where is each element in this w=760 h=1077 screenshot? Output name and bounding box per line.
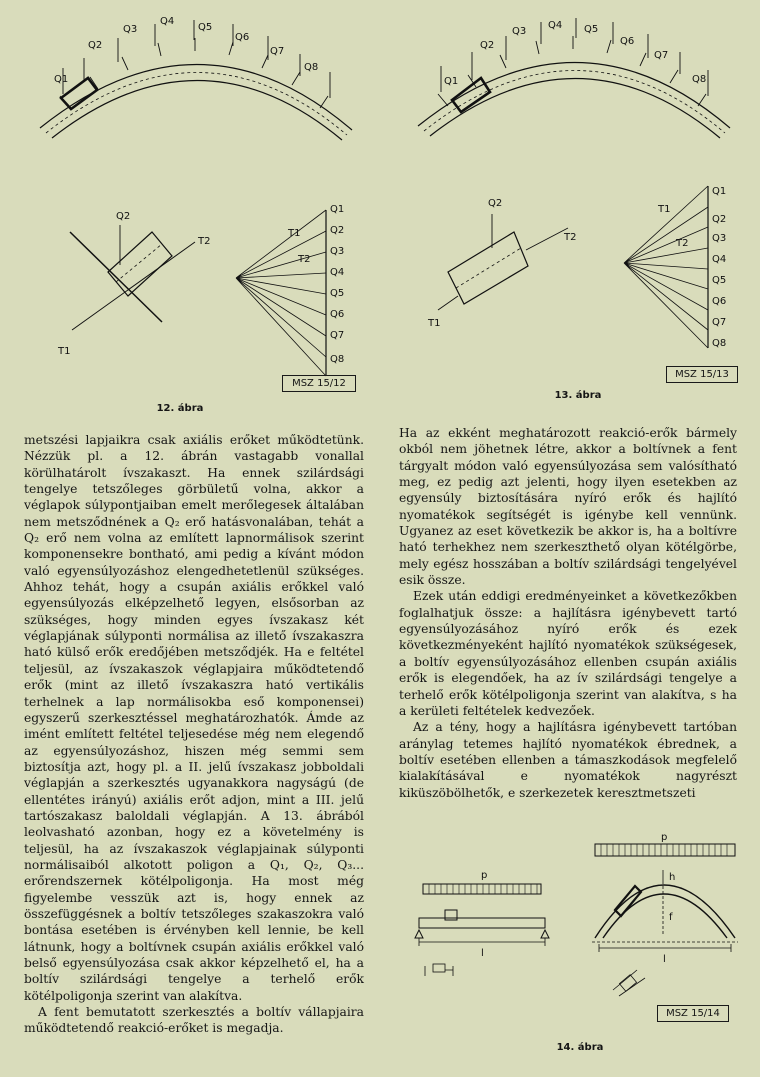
fig13-polygon-label: Q8	[712, 338, 727, 349]
fig13-thrust-left-label: T1	[428, 318, 441, 329]
fig12-load-label: Q7	[270, 46, 285, 57]
fig12-polygon-label: Q8	[330, 354, 345, 365]
fig12-stamp: MSZ 15/12	[282, 375, 356, 392]
fig14-caption: 14. ábra	[556, 1042, 604, 1053]
fig12-load-label: Q1	[54, 74, 69, 85]
fig13-polygon-t1-label: T1	[658, 204, 671, 215]
fig12-polygon-label: Q4	[330, 267, 345, 278]
fig13-load-label: Q2	[480, 40, 495, 51]
paragraph: metszési lapjaikra csak axiális erőket működtetünk. Nézzük pl. a 12. ábrán vastagabb vonallal körülhatárolt ívszakaszt. Ha ennek szilárdsági tengelye tetszőleges görbületű volna, akkor a véglapok súlypontjaiban emelt merőlegesek általában nem metsződnének a Q₂ erő hatásvonalában, tehát a Q₂ erő nem volna az említett lapnormálisok szerint komponensekre bontható, ami pedig a kívánt módon való egyensúlyozáshoz elengedhetetlenül szükséges. Ahhoz tehát, hogy a csupán axiális erőkkel való egyensúlyozás elképzelhető legyen, elsősorban az szükséges, hogy minden egyes ívszakasz két véglapjának súlyponti normálisa az illető ívszakaszra ható külső erők eredőjében metsződjék. Ha e feltétel teljesül, az ívszakaszok véglapjaira működtetendő erők (mint az illető ívszakaszra ható vertikális terhelnek a lap normálisokba eső komponensei) egyszerű szerkesztéssel meghatározhatók. Ámde az imént említett feltétel teljesedése még nem elegendő az egyensúlyozáshoz, hiszen még semmi sem biztosítja azt, hogy pl. a II. jelű ívszakasz jobboldali véglapján a szerkesztés ugyanakkora nagyságú (de ellentétes irányú) axiális erőt adjon, mint a III. jelű tartószakasz baloldali véglapján. A 13. ábrából leolvasható azonban, hogy ez a követelmény is teljesül, ha az ívszakaszok véglapjainak súlyponti normálisaiból alkotott poligon a Q₁, Q₂, Q₃... erőrendszernek kötélpoligonja. Ha most még figyelembe vesszük azt is, hogy ennek az összefüggésnek a boltív tetszőleges szakaszokra való bontása esetében is érvényben kell lennie, be kell látnunk, hogy a boltívnek csupán axiális erőkkel való belső egyensúlyozása csak akkor képzelhető el, ha a boltív szilárdsági tengelye a terhelő erők kötélpoligonja szerint van alakítva.	[24, 433, 364, 1003]
fig13-load-label: Q4	[548, 20, 563, 31]
simple-beam	[419, 918, 545, 928]
fig14-beam-span-label: l	[481, 948, 484, 959]
fig13-polygon-label: Q3	[712, 233, 727, 244]
fig12-load-label: Q8	[304, 62, 319, 73]
fig12-polygon-label: Q7	[330, 330, 345, 341]
fig14-beam-load-label: p	[481, 870, 488, 881]
fig13-polygon-label: Q7	[712, 317, 727, 328]
fig12-load-label: Q2	[88, 40, 103, 51]
fig13-caption: 13. ábra	[554, 390, 602, 401]
fig13-polygon-t2-label: T2	[676, 238, 689, 249]
arch-inner-line	[430, 78, 720, 138]
fig14-arch-load-label: p	[661, 832, 668, 843]
fig13-thrust-right-label: T2	[564, 232, 577, 243]
figure-13	[408, 8, 748, 393]
fig12-polygon-label: Q3	[330, 246, 345, 257]
fig13-load-label: Q6	[620, 36, 635, 47]
beam-span-dimension	[419, 938, 545, 946]
fig13-polygon-label: Q1	[712, 186, 727, 197]
fig13-load-label: Q5	[584, 24, 599, 35]
detail-element	[108, 232, 172, 296]
fig13-load-label: Q8	[692, 74, 707, 85]
thrust-line-t1	[72, 242, 195, 330]
fig13-polygon-label: Q2	[712, 214, 727, 225]
fig12-polygon-t1-label: T1	[288, 228, 301, 239]
figure-14	[405, 830, 750, 1030]
arch-load-strip	[595, 844, 735, 856]
figure-13-drawing	[408, 8, 748, 393]
arch-segment	[615, 886, 641, 916]
right-text-column	[399, 425, 737, 801]
fig13-load-label: Q7	[654, 50, 669, 61]
fig14-arch-depth-label: h	[669, 872, 676, 883]
paragraph: Ezek után eddigi eredményeinket a következőkben foglalhatjuk össze: a hajlításra igénybevett tartó egyensúlyozásához nyíró erők és ezek következményeként hajlító nyomatékok szükségesek, a boltív egyensúlyozásához ellenben csupán axiális erők is elegendőek, ha az ív szilárdsági tengelye a terhelő erők kötélpoligonja szerint van alakítva, s ha a kerületi feltételek kedvezőek.	[399, 589, 737, 718]
arch-outer-line	[418, 62, 730, 128]
fig12-load-label: Q6	[235, 32, 250, 43]
fig13-polygon-label: Q6	[712, 296, 727, 307]
paragraph: Ha az ekként meghatározott reakció-erők bármely okból nem jöhetnek létre, akkor a boltívnek a fent tárgyalt módon való egyensúlyozása sem valósítható meg, ez pedig azt jelenti, hogy ilyen esetekben az egyensúly biztosítására nyíró erők és hajlító nyomatékok segítségét is igénybe kell vennünk. Ugyanez az eset következik be akkor is, ha a boltívre ható terhekhez nem szerkeszthető olyan kötélgörbe, mely egész hosszában a boltív szilárdsági tengelyével esik össze.	[399, 426, 737, 588]
fig12-polygon-label: Q1	[330, 204, 345, 215]
force-polygon-rays	[236, 210, 326, 376]
fig12-polygon-label: Q5	[330, 288, 345, 299]
fig13-load-label: Q1	[444, 76, 459, 87]
fig12-load-label: Q3	[123, 24, 138, 35]
fig13-polygon-label: Q5	[712, 275, 727, 286]
fig12-load-label: Q4	[160, 16, 175, 27]
fig12-polygon-label: Q6	[330, 309, 345, 320]
figure-12-drawing	[30, 10, 370, 395]
arch-axis-line	[424, 70, 725, 133]
fig13-stamp: MSZ 15/13	[666, 366, 738, 383]
fig14-arch-span-label: l	[663, 954, 666, 965]
fig12-thrust-right-label: T2	[198, 236, 211, 247]
paragraph: Az a tény, hogy a hajlításra igénybevett tartóban aránylag tetemes hajlító nyomatékok ébrednek, a boltív esetében ellenben a támaszkodások megfelelő kialakításával e nyomatékok nagyrészt kiküszöbölhetők, e szerkezetek keresztmetszeti	[399, 720, 737, 800]
paragraph: A fent bemutatott szerkesztés a boltív vállapjaira működtetendő reakció-erőket is megadja.	[24, 1005, 364, 1036]
left-text-column	[24, 432, 364, 1037]
fig12-load-label: Q5	[198, 22, 213, 33]
fig12-caption: 12. ábra	[156, 403, 204, 414]
fig12-polygon-label: Q2	[330, 225, 345, 236]
arch-span-dimension	[599, 944, 731, 952]
fig14-arch-rise-label: f	[669, 912, 673, 923]
fig14-stamp: MSZ 15/14	[657, 1005, 729, 1022]
fig12-detail-load-label: Q2	[116, 211, 131, 222]
fig12-thrust-left-label: T1	[58, 346, 71, 357]
fig13-polygon-label: Q4	[712, 254, 727, 265]
fig13-detail-load-label: Q2	[488, 198, 503, 209]
figure-12	[30, 10, 370, 395]
figure-14-drawing	[405, 830, 750, 1030]
fig13-load-label: Q3	[512, 26, 527, 37]
fig12-polygon-t2-label: T2	[298, 254, 311, 265]
